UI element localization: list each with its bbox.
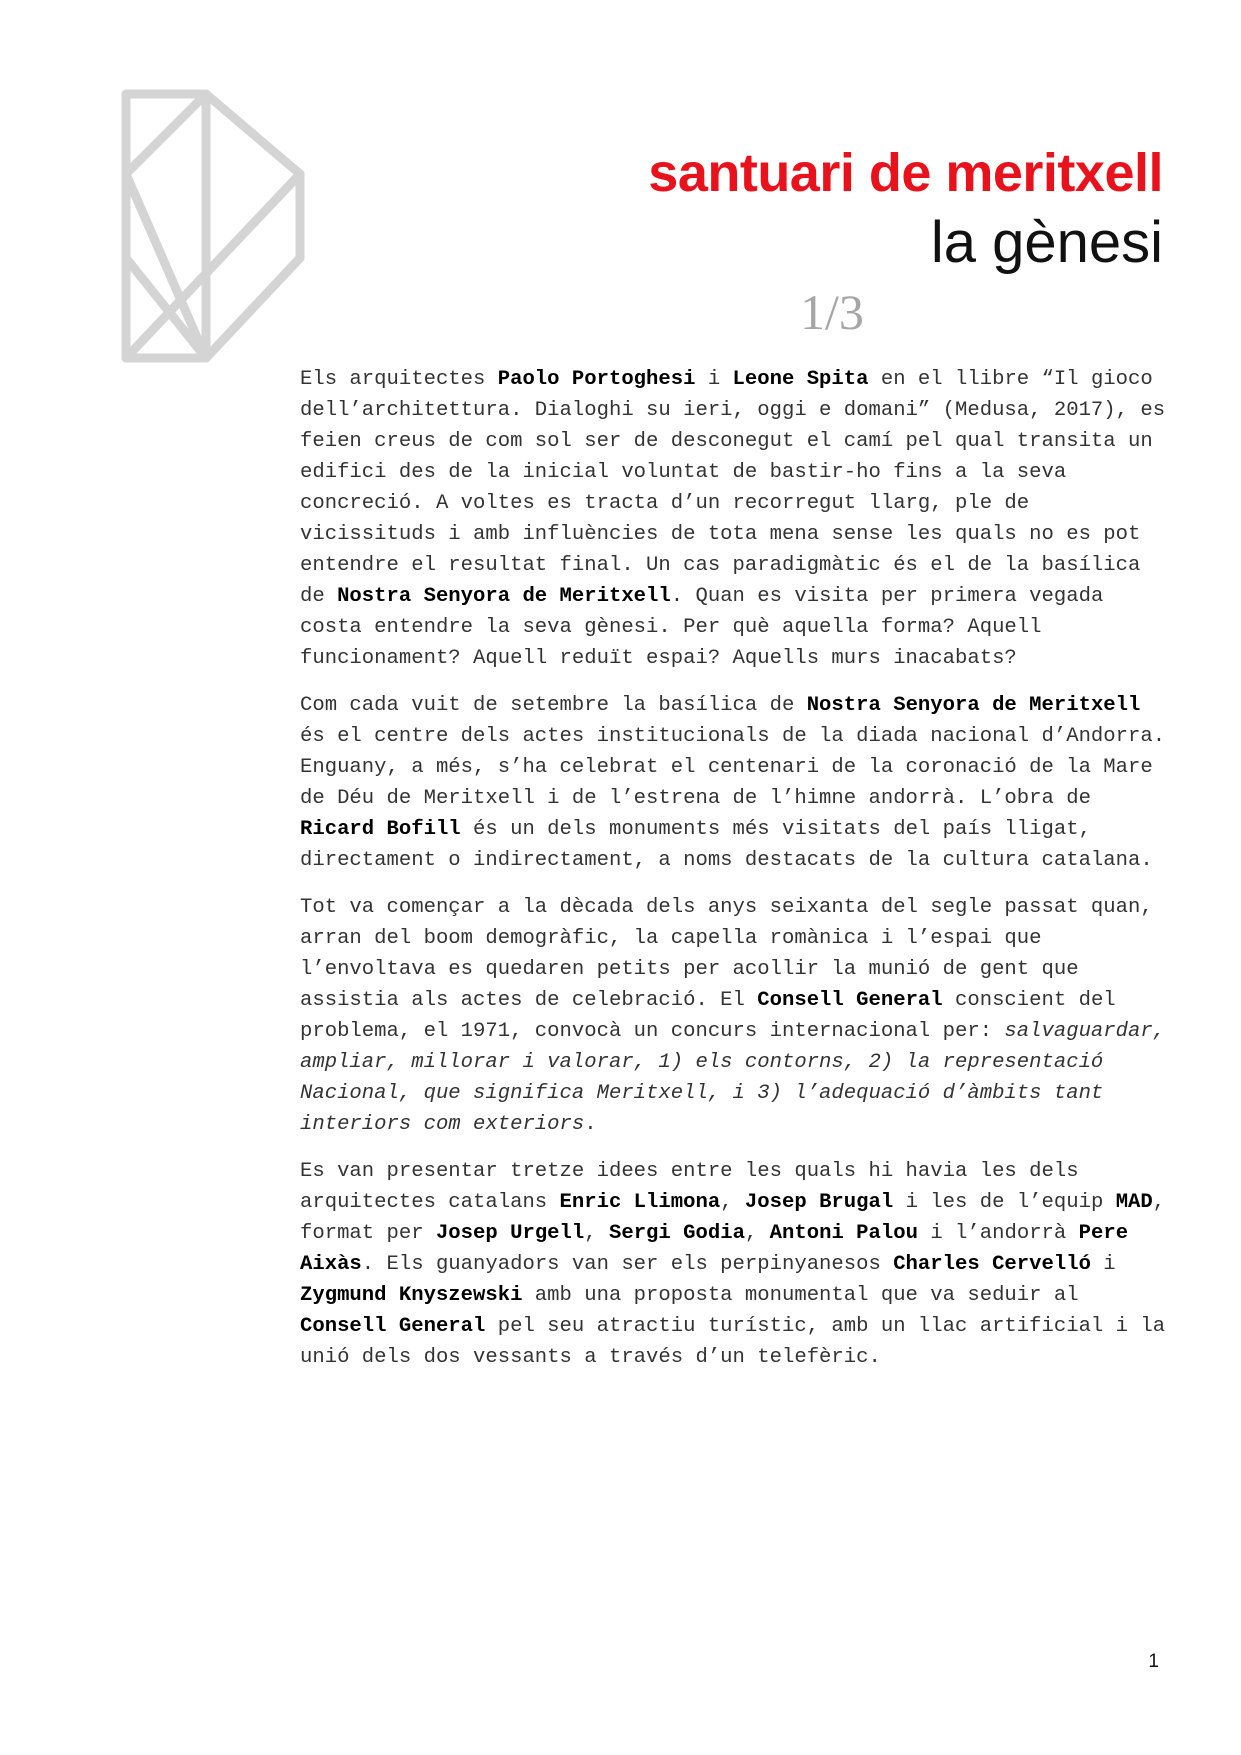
bold-text-run: Paolo Portoghesi	[497, 368, 696, 391]
text-run: Com cada vuit de setembre la basílica de	[300, 694, 807, 717]
text-run: és el centre dels actes institucionals de la diada nacional d’Andorra. Enguany, a més, s’ha celebrat el centenari de la coronació de la Mare de Déu de Meritxell i de l’estrena de l’himne andorrà. L’obra de	[300, 725, 1166, 810]
bold-text-run: Zygmund Knyszewski	[300, 1284, 523, 1307]
text-run: i l’andorrà	[917, 1222, 1079, 1245]
text-run: Els arquitectes	[300, 368, 498, 391]
bold-text-run: Sergi Godia	[608, 1222, 745, 1245]
paragraph	[300, 690, 1172, 876]
part-indicator: 1/3	[800, 284, 864, 340]
bold-text-run: Enric Llimona	[559, 1191, 721, 1214]
bold-text-run: Leone Spita	[732, 368, 869, 391]
text-run: pel seu atractiu turístic, amb un llac artificial i la unió dels dos vessants a través d’un telefèric.	[300, 1315, 1166, 1369]
document-subtitle: la gènesi	[930, 210, 1163, 275]
text-run: conscient del problema, el 1971, convocà un concurs internacional per:	[300, 989, 1116, 1043]
bold-text-run: Ricard Bofill	[300, 818, 461, 841]
text-run: en el llibre “Il gioco dell’architettura. Dialoghi su ieri, oggi e domani” (Medusa, 2017), es feien creus de com sol ser de desconegut el camí pel qual transita un edifici des de la inicial voluntat de bastir-ho fins a la seva concreció. A voltes es tracta d’un recorregut llarg, ple de vicissituds i amb influències de tota mena sense les quals no es pot entendre el resultat final. Un cas paradigmàtic és el de la basílica de	[300, 368, 1166, 608]
text-run: Tot va començar a la dècada dels anys seixanta del segle passat quan, arran del boom demogràfic, la capella romànica i l’espai que l’envoltava es quedaren petits per acollir la munió de gent que assistia als actes de celebració. El	[300, 896, 1153, 1012]
bold-text-run: Antoni Palou	[769, 1222, 918, 1245]
bold-text-run: Pere Aixàs	[300, 1222, 1129, 1276]
text-run: ,	[584, 1222, 609, 1245]
paragraph	[300, 1156, 1172, 1373]
geometric-outline-logo-icon	[120, 88, 312, 364]
text-run: . Quan es visita per primera vegada costa entendre la seva gènesi. Per què aquella forma? Aquell funcionament? Aquell reduït espai? Aquells murs inacabats?	[300, 585, 1104, 670]
text-run: i les de l’equip	[893, 1191, 1116, 1214]
bold-text-run: Charles Cervelló	[893, 1253, 1091, 1276]
page-number: 1	[1148, 1651, 1159, 1672]
text-run: ,	[720, 1191, 745, 1214]
italic-text-run: salvaguardar, ampliar, millorar i valorar, 1) els contorns, 2) la representació Nacional, que significa Meritxell, i 3) l’adequació d’àmbits tant interiors com exteriors	[300, 1020, 1166, 1136]
text-run: , format per	[300, 1191, 1166, 1245]
bold-text-run: Consell General	[300, 1315, 486, 1338]
text-run: i	[695, 368, 733, 391]
bold-text-run: Josep Brugal	[744, 1191, 894, 1214]
text-run: . Els guanyadors van ser els perpinyanesos	[361, 1253, 894, 1276]
bold-text-run: Nostra Senyora de Meritxell	[806, 694, 1141, 717]
bold-text-run: Josep Urgell	[435, 1222, 585, 1245]
paragraph	[300, 364, 1172, 674]
bold-text-run: Consell General	[757, 989, 943, 1012]
text-run: ,	[744, 1222, 770, 1245]
article-body	[300, 364, 1172, 1389]
bold-text-run: Nostra Senyora de Meritxell	[337, 585, 671, 608]
bold-text-run: MAD	[1115, 1191, 1153, 1214]
text-run: i	[1090, 1253, 1116, 1276]
paragraph	[300, 892, 1172, 1140]
document-title: santuari de meritxell	[648, 143, 1163, 203]
text-run: amb una proposta monumental que va seduir al	[522, 1284, 1079, 1307]
text-run: és un dels monuments més visitats del país lligat, directament o indirectament, a noms destacats de la cultura catalana.	[300, 818, 1153, 872]
text-run: .	[584, 1113, 597, 1136]
text-run: Es van presentar tretze idees entre les quals hi havia les dels arquitectes catalans	[300, 1160, 1079, 1214]
